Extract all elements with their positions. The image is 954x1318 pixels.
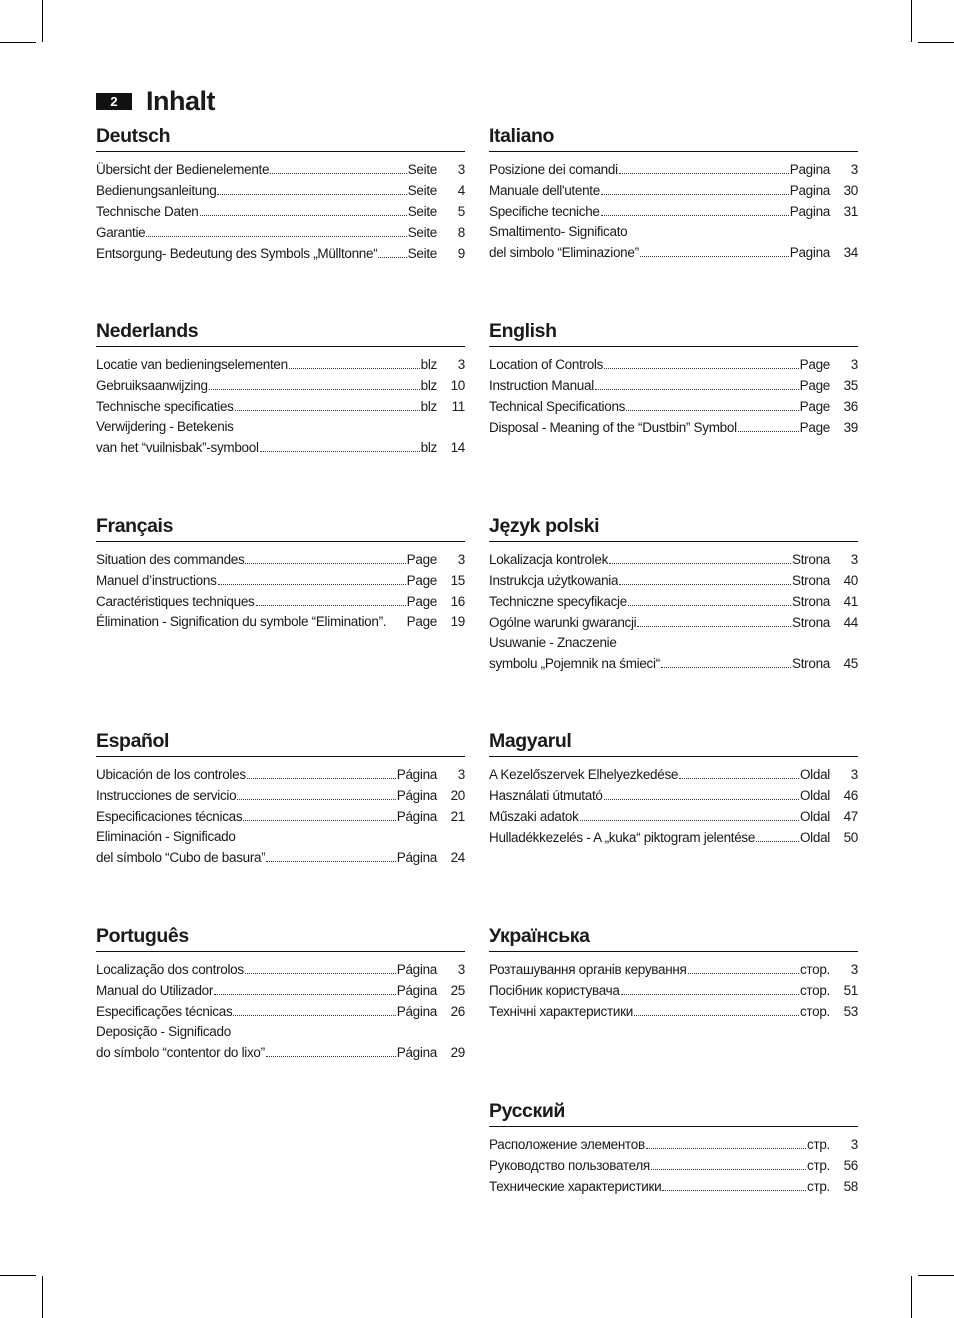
toc-entry-title: Розташування органів керування bbox=[489, 962, 687, 977]
toc-page-word: Page bbox=[406, 594, 437, 609]
toc-page-word: Página bbox=[396, 1045, 437, 1060]
toc-entry-title: Lokalizacja kontrolek bbox=[489, 552, 609, 567]
toc-page-number: 50 bbox=[843, 830, 858, 845]
toc-entry-title: Disposal - Meaning of the “Dustbin” Symbol bbox=[489, 420, 737, 435]
toc-entry-title: Instrukcja użytkowania bbox=[489, 573, 619, 588]
toc-leader-dots bbox=[679, 764, 799, 779]
toc-page-number: 25 bbox=[450, 983, 465, 998]
toc-entry[interactable] bbox=[489, 980, 858, 1001]
toc-entry-title: Műszaki adatok bbox=[489, 809, 579, 824]
toc-leader-dots bbox=[243, 806, 395, 821]
toc-leader-dots bbox=[237, 785, 395, 800]
toc-page-number: 46 bbox=[843, 788, 858, 803]
toc-entry[interactable] bbox=[489, 396, 858, 417]
toc-page-word: Página bbox=[396, 1004, 437, 1019]
toc-page-number: 3 bbox=[850, 552, 858, 567]
toc-page-number: 40 bbox=[843, 573, 858, 588]
toc-page-number: 44 bbox=[843, 615, 858, 630]
toc-entry-title: Technical Specifications bbox=[489, 399, 626, 414]
toc-entry-title: van het “vuilnisbak”-symbool bbox=[96, 440, 259, 455]
section-nederlands bbox=[96, 319, 465, 458]
toc-entry[interactable] bbox=[96, 806, 465, 827]
toc-entry-title: Übersicht der Bedienelemente bbox=[96, 162, 270, 177]
toc-leader-dots bbox=[662, 1176, 806, 1191]
toc-page-number: 36 bbox=[843, 399, 858, 414]
toc-page-word: Pagina bbox=[789, 204, 830, 219]
toc-page-number: 5 bbox=[457, 204, 465, 219]
toc-page-word: Pagina bbox=[789, 162, 830, 177]
toc-page-word: Página bbox=[396, 788, 437, 803]
toc-leader-dots bbox=[601, 180, 789, 195]
toc-entry[interactable] bbox=[489, 354, 858, 375]
toc-entry[interactable] bbox=[96, 180, 465, 201]
toc-page-word: стр. bbox=[807, 1137, 830, 1152]
toc-entry[interactable] bbox=[96, 437, 465, 458]
toc-page-word: Página bbox=[396, 962, 437, 977]
toc-page-word: Seite bbox=[407, 183, 437, 198]
toc-page-word: Seite bbox=[407, 246, 437, 261]
toc-leader-dots bbox=[266, 1042, 396, 1057]
toc-list bbox=[96, 549, 465, 632]
toc-page-word: стр. bbox=[807, 1158, 830, 1173]
toc-leader-dots bbox=[619, 159, 789, 174]
toc-entry-title: Технічні характеристики bbox=[489, 1004, 633, 1019]
toc-entry-title: Hulladékkezelés - A „kuka“ piktogram jelentése bbox=[489, 830, 756, 845]
toc-page-number: 45 bbox=[843, 656, 858, 671]
toc-page-number: 34 bbox=[843, 245, 858, 260]
toc-entry-title: Ogólne warunki gwarancji bbox=[489, 615, 637, 630]
section-heading: Українська bbox=[489, 924, 858, 952]
page-number: 2 bbox=[96, 93, 132, 110]
toc-page-number: 3 bbox=[850, 357, 858, 372]
toc-entry[interactable] bbox=[489, 159, 858, 180]
toc-leader-dots bbox=[256, 591, 406, 606]
toc-leader-dots bbox=[146, 222, 406, 237]
toc-entry-title: Посібник користувача bbox=[489, 983, 620, 998]
toc-entry[interactable] bbox=[489, 1155, 858, 1176]
toc-leader-dots bbox=[247, 764, 396, 779]
toc-page-number: 35 bbox=[843, 378, 858, 393]
toc-list bbox=[96, 959, 465, 1063]
toc-entry-title: Manual do Utilizador bbox=[96, 983, 214, 998]
toc-leader-dots bbox=[651, 1155, 806, 1170]
toc-page-word: Page bbox=[799, 378, 830, 393]
toc-list bbox=[489, 764, 858, 848]
toc-entry[interactable] bbox=[96, 591, 465, 612]
toc-page-word: Pagina bbox=[789, 245, 830, 260]
crop-mark bbox=[0, 1275, 36, 1276]
toc-leader-dots bbox=[604, 785, 799, 800]
toc-page-word: Página bbox=[396, 809, 437, 824]
toc-page-number: 47 bbox=[843, 809, 858, 824]
toc-page-number: 3 bbox=[850, 1137, 858, 1152]
toc-page-number: 4 bbox=[457, 183, 465, 198]
toc-page-word: Pagina bbox=[789, 183, 830, 198]
toc-entry-title: Instrucciones de servicio bbox=[96, 788, 237, 803]
toc-leader-dots bbox=[200, 201, 407, 216]
toc-page-number: 20 bbox=[450, 788, 465, 803]
toc-entry[interactable] bbox=[96, 847, 465, 868]
toc-leader-dots bbox=[289, 354, 420, 369]
toc-leader-dots bbox=[628, 591, 791, 606]
toc-entry-title: Specifiche tecniche bbox=[489, 204, 600, 219]
toc-page-word: Oldal bbox=[799, 809, 830, 824]
toc-entry[interactable] bbox=[489, 806, 858, 827]
toc-entry[interactable] bbox=[489, 417, 858, 438]
toc-entry-title: Bedienungsanleitung bbox=[96, 183, 217, 198]
toc-page-number: 30 bbox=[843, 183, 858, 198]
toc-leader-dots bbox=[640, 242, 789, 257]
crop-mark bbox=[911, 0, 912, 42]
toc-entry-title: Techniczne specyfikacje bbox=[489, 594, 627, 609]
toc-leader-dots bbox=[580, 806, 799, 821]
toc-leader-dots bbox=[609, 549, 791, 564]
toc-leader-dots bbox=[738, 417, 799, 432]
toc-list bbox=[96, 159, 465, 264]
section-espanol bbox=[96, 729, 465, 868]
toc-entry-title: Технические характеристики bbox=[489, 1179, 662, 1194]
section-portugues bbox=[96, 924, 465, 1063]
toc-leader-dots bbox=[688, 959, 799, 974]
section-polski bbox=[489, 514, 858, 674]
toc-entry[interactable] bbox=[96, 612, 465, 632]
crop-mark bbox=[42, 0, 43, 42]
page-title: Inhalt bbox=[146, 86, 215, 116]
toc-leader-dots bbox=[260, 437, 420, 452]
toc-entry[interactable] bbox=[96, 243, 465, 264]
crop-mark bbox=[918, 1275, 954, 1276]
toc-entry-line: Verwijdering - Betekenis bbox=[96, 419, 234, 434]
toc-page-word: Oldal bbox=[799, 788, 830, 803]
toc-entry[interactable] bbox=[96, 980, 465, 1001]
toc-page-number: 41 bbox=[843, 594, 858, 609]
section-english bbox=[489, 319, 858, 438]
toc-entry-line: Eliminación - Significado bbox=[96, 829, 236, 844]
toc-page-number: 3 bbox=[457, 962, 465, 977]
section-magyarul bbox=[489, 729, 858, 848]
toc-entry[interactable] bbox=[96, 354, 465, 375]
toc-page-number: 8 bbox=[457, 225, 465, 240]
toc-page-number: 19 bbox=[450, 614, 465, 629]
toc-entry-line: Usuwanie - Znaczenie bbox=[489, 635, 617, 650]
toc-page-number: 31 bbox=[843, 204, 858, 219]
section-francais bbox=[96, 514, 465, 632]
toc-leader-dots bbox=[245, 549, 405, 564]
toc-entry[interactable] bbox=[96, 1042, 465, 1063]
toc-entry-title: Használati útmutató bbox=[489, 788, 603, 803]
toc-page-word: blz bbox=[420, 399, 437, 414]
toc-page-word: blz bbox=[420, 378, 437, 393]
toc-page-word: Seite bbox=[407, 162, 437, 177]
toc-entry[interactable] bbox=[489, 242, 858, 263]
toc-entry-title: Localização dos controlos bbox=[96, 962, 244, 977]
toc-page-word: Strona bbox=[792, 552, 830, 567]
toc-entry-title: A Kezelőszervek Elhelyezkedése bbox=[489, 767, 679, 782]
toc-entry[interactable] bbox=[96, 570, 465, 591]
toc-page-number: 3 bbox=[850, 767, 858, 782]
section-heading: Français bbox=[96, 514, 465, 542]
toc-leader-dots bbox=[270, 159, 407, 174]
toc-page-word: Page bbox=[406, 552, 437, 567]
toc-entry-title: Entsorgung- Bedeutung des Symbols „Mülltonne“ bbox=[96, 246, 378, 261]
toc-entry[interactable] bbox=[489, 375, 858, 396]
toc-page-number: 9 bbox=[457, 246, 465, 261]
toc-page-number: 10 bbox=[450, 378, 465, 393]
toc-leader-dots bbox=[626, 396, 799, 411]
crop-mark bbox=[42, 1276, 43, 1318]
toc-leader-dots bbox=[604, 354, 799, 369]
crop-mark bbox=[918, 42, 954, 43]
toc-entry[interactable] bbox=[96, 764, 465, 785]
toc-entry[interactable] bbox=[96, 159, 465, 180]
toc-leader-dots bbox=[235, 396, 420, 411]
toc-list bbox=[489, 959, 858, 1022]
toc-page-word: Oldal bbox=[799, 767, 830, 782]
toc-page-number: 21 bbox=[450, 809, 465, 824]
toc-entry-title: Situation des commandes bbox=[96, 552, 245, 567]
crop-mark bbox=[911, 1276, 912, 1318]
section-heading: Nederlands bbox=[96, 319, 465, 347]
toc-page-word: Página bbox=[396, 983, 437, 998]
toc-page-word: стор. bbox=[799, 1004, 830, 1019]
toc-leader-dots bbox=[218, 570, 406, 585]
toc-entry[interactable] bbox=[489, 1134, 858, 1155]
toc-page-word: Page bbox=[799, 357, 830, 372]
section-heading: Русский bbox=[489, 1099, 858, 1127]
section-heading: Italiano bbox=[489, 124, 858, 152]
toc-page-word: Página bbox=[396, 767, 437, 782]
toc-entry[interactable] bbox=[96, 959, 465, 980]
toc-leader-dots bbox=[266, 847, 395, 862]
toc-leader-dots bbox=[634, 1001, 799, 1016]
section-heading: Deutsch bbox=[96, 124, 465, 152]
toc-page-word: Página bbox=[396, 850, 437, 865]
toc-entry[interactable] bbox=[489, 570, 858, 591]
toc-leader-dots bbox=[661, 653, 791, 668]
toc-page-number: 51 bbox=[843, 983, 858, 998]
toc-leader-dots bbox=[214, 980, 396, 995]
toc-entry[interactable] bbox=[96, 549, 465, 570]
toc-entry-title: del símbolo “Cubo de basura” bbox=[96, 850, 266, 865]
toc-page-word: Strona bbox=[792, 615, 830, 630]
section-russkiy bbox=[489, 1099, 858, 1197]
toc-entry-title: Especificações técnicas bbox=[96, 1004, 233, 1019]
toc-entry-title: Ubicación de los controles bbox=[96, 767, 246, 782]
toc-leader-dots bbox=[621, 980, 799, 995]
toc-entry[interactable] bbox=[489, 1001, 858, 1022]
section-heading: Português bbox=[96, 924, 465, 952]
crop-mark bbox=[0, 42, 36, 43]
toc-entry[interactable] bbox=[96, 201, 465, 222]
toc-page-word: стр. bbox=[807, 1179, 830, 1194]
toc-page-word: Oldal bbox=[799, 830, 830, 845]
toc-entry-title: Garantie bbox=[96, 225, 146, 240]
toc-page-word: Page bbox=[799, 420, 830, 435]
toc-entry[interactable] bbox=[489, 591, 858, 612]
toc-entry-title: Caractéristiques techniques bbox=[96, 594, 255, 609]
toc-leader-dots bbox=[245, 959, 396, 974]
section-italiano bbox=[489, 124, 858, 263]
toc-entry-title: Technische Daten bbox=[96, 204, 199, 219]
toc-entry-title: symbolu „Pojemnik na śmieci“ bbox=[489, 656, 660, 671]
toc-page-word: Seite bbox=[407, 204, 437, 219]
toc-leader-dots bbox=[233, 1001, 395, 1016]
section-heading: Español bbox=[96, 729, 465, 757]
toc-page-word: Strona bbox=[792, 594, 830, 609]
toc-list bbox=[489, 159, 858, 263]
toc-page-number: 3 bbox=[457, 767, 465, 782]
toc-page-word: стор. bbox=[799, 983, 830, 998]
toc-page-number: 29 bbox=[450, 1045, 465, 1060]
toc-entry[interactable] bbox=[96, 1001, 465, 1022]
toc-entry-title: Locatie van bedieningselementen bbox=[96, 357, 288, 372]
toc-entry-title: del simbolo “Eliminazione” bbox=[489, 245, 639, 260]
toc-page-number: 3 bbox=[457, 552, 465, 567]
toc-entry[interactable] bbox=[489, 827, 858, 848]
toc-entry-title: Location of Controls bbox=[489, 357, 604, 372]
toc-entry-title: Élimination - Signification du symbole “Elimination”. bbox=[96, 614, 387, 629]
toc-entry[interactable] bbox=[489, 764, 858, 785]
toc-page-number: 24 bbox=[450, 850, 465, 865]
toc-entry[interactable] bbox=[96, 396, 465, 417]
toc-entry[interactable] bbox=[489, 653, 858, 674]
toc-list bbox=[489, 1134, 858, 1197]
toc-leader-dots bbox=[619, 570, 791, 585]
toc-page-number: 56 bbox=[843, 1158, 858, 1173]
toc-leader-dots bbox=[217, 180, 406, 195]
toc-leader-dots bbox=[601, 201, 789, 216]
toc-page-number: 53 bbox=[843, 1004, 858, 1019]
toc-leader-dots bbox=[209, 375, 420, 390]
toc-page-word: стор. bbox=[799, 962, 830, 977]
toc-page-word: Strona bbox=[792, 656, 830, 671]
toc-page-word: Page bbox=[799, 399, 830, 414]
toc-leader-dots bbox=[378, 243, 406, 258]
toc-entry[interactable] bbox=[489, 549, 858, 570]
toc-entry-title: do símbolo “contentor do lixo” bbox=[96, 1045, 265, 1060]
toc-list bbox=[489, 549, 858, 674]
toc-entry[interactable] bbox=[96, 222, 465, 243]
toc-list bbox=[489, 354, 858, 438]
toc-entry-title: Instruction Manual bbox=[489, 378, 594, 393]
toc-entry[interactable] bbox=[489, 180, 858, 201]
toc-entry-line: Smaltimento- Significato bbox=[489, 224, 628, 239]
toc-page-word: Seite bbox=[407, 225, 437, 240]
toc-entry[interactable] bbox=[489, 201, 858, 222]
toc-entry-title: Posizione dei comandi bbox=[489, 162, 618, 177]
toc-entry-title: Technische specificaties bbox=[96, 399, 234, 414]
toc-entry-title: Руководство пользователя bbox=[489, 1158, 650, 1173]
toc-entry-title: Manuel d’instructions bbox=[96, 573, 217, 588]
toc-leader-dots bbox=[637, 612, 791, 627]
toc-page-number: 26 bbox=[450, 1004, 465, 1019]
toc-leader-dots bbox=[646, 1134, 806, 1149]
toc-leader-dots bbox=[595, 375, 799, 390]
toc-entry[interactable] bbox=[489, 785, 858, 806]
section-deutsch bbox=[96, 124, 465, 264]
toc-page-number: 14 bbox=[450, 440, 465, 455]
toc-page-number: 16 bbox=[450, 594, 465, 609]
toc-page-word: Page bbox=[406, 573, 437, 588]
toc-list bbox=[96, 354, 465, 458]
toc-page-number: 3 bbox=[457, 357, 465, 372]
toc-entry[interactable] bbox=[489, 959, 858, 980]
toc-page-number: 11 bbox=[451, 399, 465, 414]
toc-page-number: 39 bbox=[843, 420, 858, 435]
section-heading: Magyarul bbox=[489, 729, 858, 757]
toc-page-number: 3 bbox=[850, 162, 858, 177]
toc-entry-title: Расположение элементов bbox=[489, 1137, 645, 1152]
toc-entry[interactable] bbox=[489, 1176, 858, 1197]
toc-page-number: 3 bbox=[457, 162, 465, 177]
toc-entry-line: Deposição - Significado bbox=[96, 1024, 231, 1039]
toc-entry[interactable] bbox=[96, 785, 465, 806]
toc-leader-dots bbox=[756, 827, 799, 842]
section-heading: Język polski bbox=[489, 514, 858, 542]
section-ukrainska bbox=[489, 924, 858, 1022]
toc-entry[interactable] bbox=[96, 375, 465, 396]
toc-page-word: Strona bbox=[792, 573, 830, 588]
toc-page-word: Page bbox=[406, 614, 437, 629]
section-heading: English bbox=[489, 319, 858, 347]
toc-list bbox=[96, 764, 465, 868]
toc-page-number: 58 bbox=[843, 1179, 858, 1194]
toc-entry-title: Manuale dell'utente bbox=[489, 183, 600, 198]
toc-entry-title: Gebruiksaanwijzing bbox=[96, 378, 208, 393]
toc-entry[interactable] bbox=[489, 612, 858, 633]
toc-page-word: blz bbox=[420, 357, 437, 372]
toc-page-number: 3 bbox=[850, 962, 858, 977]
toc-entry-title: Especificaciones técnicas bbox=[96, 809, 243, 824]
toc-page-number: 15 bbox=[450, 573, 465, 588]
toc-page-word: blz bbox=[420, 440, 437, 455]
